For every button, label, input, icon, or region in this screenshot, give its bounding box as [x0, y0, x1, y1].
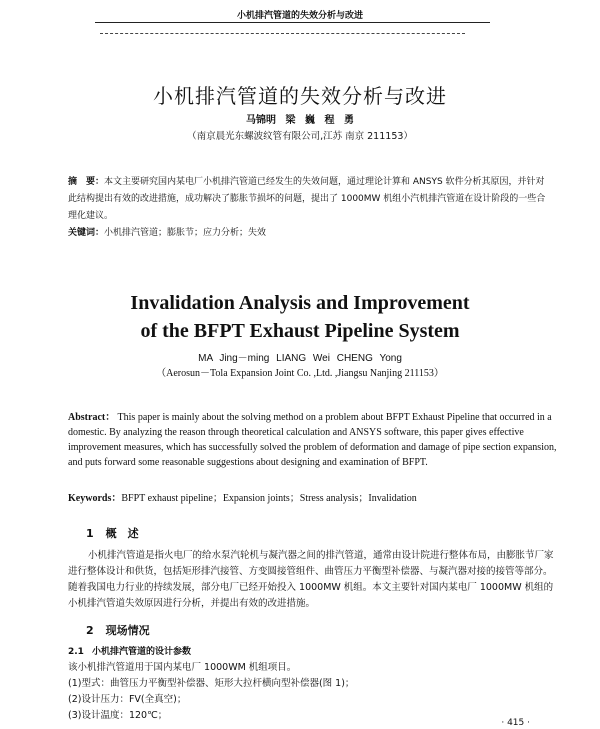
cn-authors: 马锦明 梁 巍 程 勇: [246, 115, 354, 126]
en-keywords: [68, 489, 417, 504]
header-dash-rule: [100, 33, 465, 34]
cn-abstract-label: 摘 要：: [68, 177, 105, 187]
section-1-title: 概 述: [105, 527, 139, 540]
en-keywords-text: BFPT exhaust pipeline；Expansion joints；Stress analysis；Invalidation: [121, 493, 417, 504]
subsection-2-1-number: 2.1: [68, 647, 84, 657]
section-2-line: (2)设计压力：FV(全真空)；: [68, 694, 187, 705]
cn-keywords-text: 小机排汽管道；膨胀节；应力分析；失效: [104, 228, 267, 238]
cn-abstract-text: 本文主要研究国内某电厂小机排汽管道已经发生的失效问题，通过理论计算和 ANSYS 软件分析其原因，并针对此结构提出有效的改进措施，成功解决了膨胀节损坏的问题，提出了 1000MW 机组小汽机排汽管道在设计阶段的一些合理化建议。: [68, 177, 546, 221]
en-abstract: [68, 410, 560, 470]
en-title: [0, 289, 600, 345]
cn-title: 小机排汽管道的失效分析与改进: [153, 84, 447, 108]
en-keywords-label: Keywords：: [68, 493, 122, 504]
section-1-text: 小机排汽管道是指火电厂的给水泵汽轮机与凝汽器之间的排汽管道，通常由设计院进行整体布局，由膨胀节厂家进行整体设计和供货，包括矩形排汽接管、方变圆接管组件、曲管压力平衡型补偿器、与凝汽器对接的接管等部分。随着我国电力行业的持续发展，部分电厂已经开始投入 1000MW 机组。本文主要针对国内某电厂 1000MW 机组的小机排汽管道失效原因进行分析，并提出有效的改进措施。: [68, 550, 554, 609]
subsection-2-1-title: 小机排汽管道的设计参数: [91, 647, 191, 657]
section-2-line: (3)设计温度：120℃；: [68, 710, 168, 721]
en-authors: MA Jing－ming LIANG Wei CHENG Yong: [198, 353, 402, 364]
subsection-2-1-heading: [68, 644, 191, 657]
header-rule: [95, 22, 490, 23]
section-2-number: 2: [86, 624, 94, 637]
cn-affiliation: （南京晨光东螺波纹管有限公司,江苏 南京 211153）: [187, 131, 413, 142]
en-title-line1: Invalidation Analysis and Improvement: [130, 292, 470, 314]
section-1-paragraph: [68, 548, 560, 612]
section-2-line: 该小机排汽管道用于国内某电厂 1000WM 机组项目。: [68, 662, 297, 673]
en-abstract-text: This paper is mainly about the solving method on a problem about BFPT Exhaust Pipeline that occurred in a domestic. By analyzing the reason through theoretical calculation and ANSYS software, this paper gives effective improvement measures, which has successfully solved the problem of deformation and damage of pipe section expansion, and puts forward some reasonable suggestions about designing and examination of BFPT.: [68, 412, 557, 468]
cn-keywords-label: 关键词：: [68, 228, 105, 238]
page-number: · 415 ·: [501, 718, 530, 728]
section-2-line: (1)型式：曲管压力平衡型补偿器、矩形大拉杆横向型补偿器(图 1)；: [68, 678, 355, 689]
section-1-heading: [86, 525, 139, 541]
section-2-heading: [86, 622, 150, 638]
running-head: 小机排汽管道的失效分析与改进: [236, 11, 363, 21]
en-title-line2: of the BFPT Exhaust Pipeline System: [140, 320, 460, 342]
en-abstract-label: Abstract：: [68, 412, 116, 423]
section-2-title: 现场情况: [105, 624, 150, 637]
page-number-value: 415: [507, 718, 525, 728]
section-1-number: 1: [86, 527, 94, 540]
en-affiliation: （Aerosun－Tola Expansion Joint Co. ,Ltd. ,Jiangsu Nanjing 211153）: [156, 368, 444, 379]
cn-abstract: [68, 174, 548, 225]
cn-keywords: [68, 225, 266, 238]
